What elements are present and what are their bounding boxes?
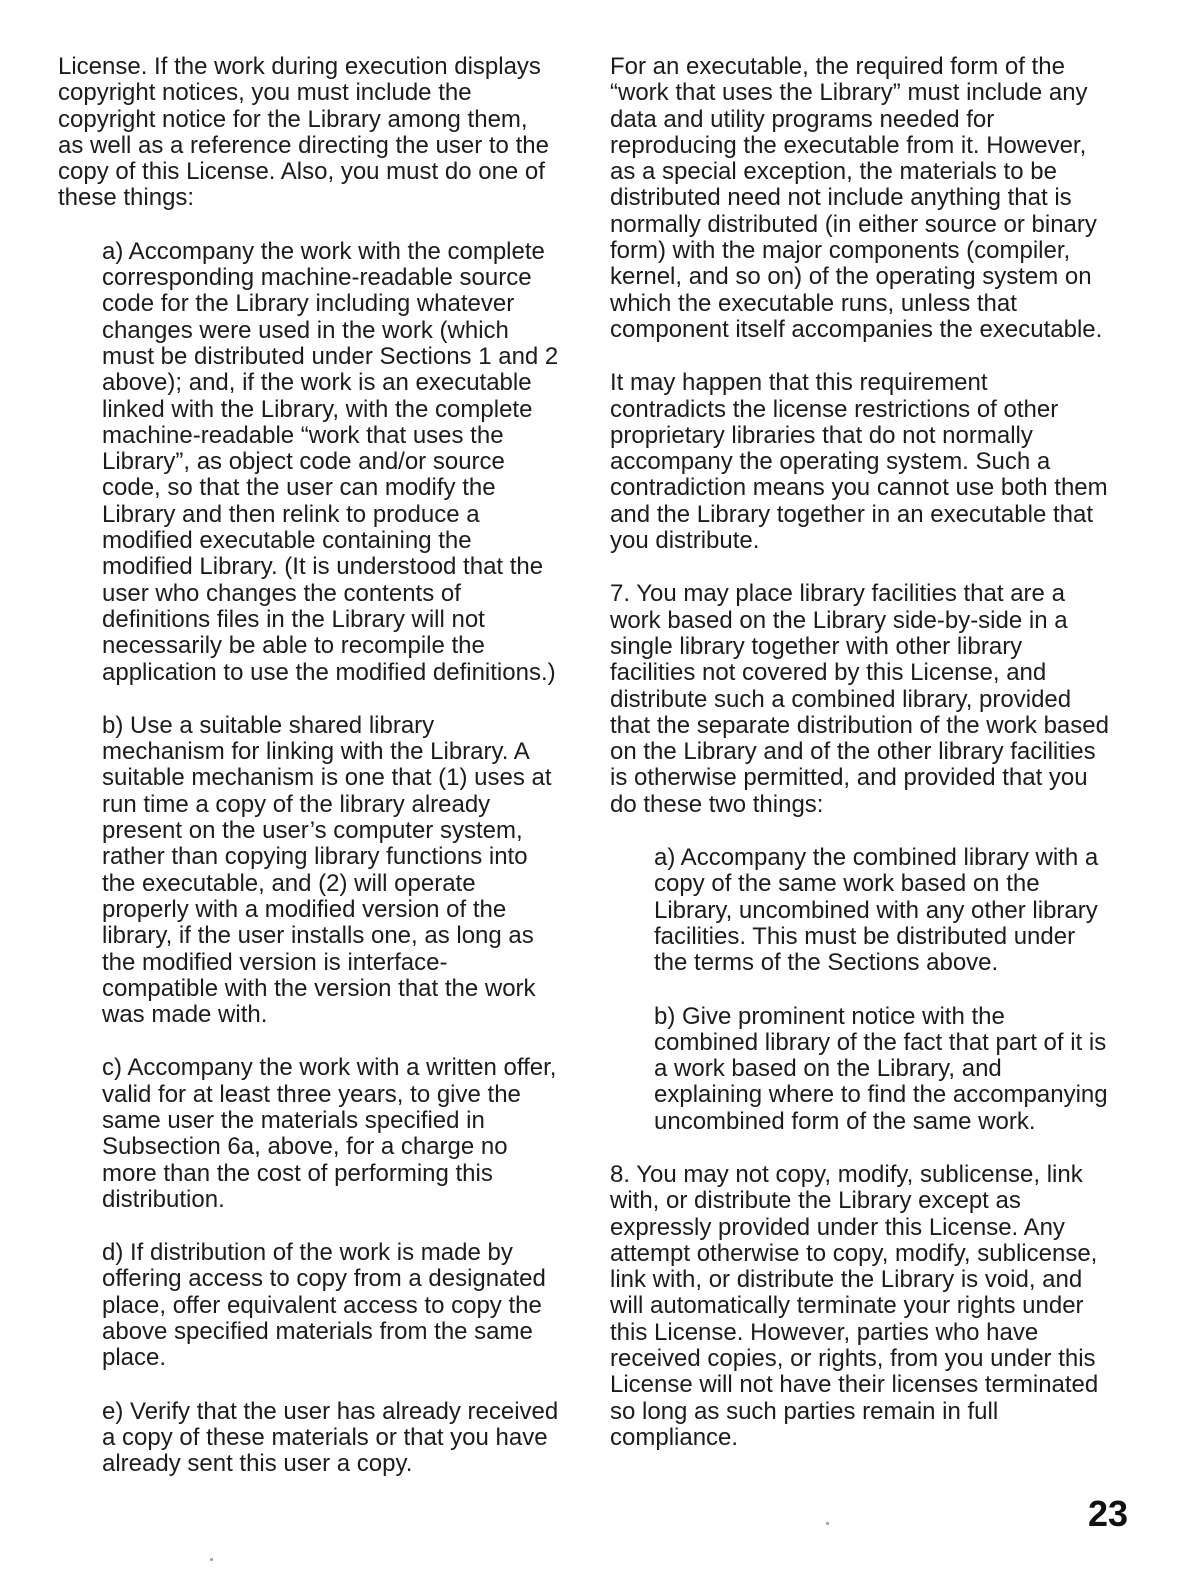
scan-speck (826, 1522, 829, 1525)
text-line: It may happen that this requirement (610, 369, 988, 397)
text-line: component itself accompanies the executable. (610, 315, 1103, 343)
text-line: as a special exception, the materials to be (610, 158, 1057, 186)
text-line: b) Give prominent notice with the (654, 1002, 1005, 1030)
text-line: must be distributed under Sections 1 and 2 (102, 342, 559, 370)
text-line: 8. You may not copy, modify, sublicense, link (610, 1160, 1083, 1188)
text-line: contradiction means you cannot use both them (610, 474, 1108, 502)
text-line: a copy of these materials or that you have (102, 1423, 548, 1451)
text-line: 7. You may place library facilities that are a (610, 580, 1065, 608)
text-line: single library together with other library (610, 632, 1023, 660)
text-line: facilities. This must be distributed under (654, 922, 1076, 950)
right-column (610, 54, 1130, 1478)
text-line: data and utility programs needed for (610, 105, 995, 133)
text-line: compatible with the version that the work (102, 974, 536, 1002)
text-line: on the Library and of the other library facilities (610, 738, 1096, 766)
text-line: a) Accompany the work with the complete (102, 237, 545, 265)
scan-speck (210, 1558, 213, 1561)
paragraph (610, 581, 1130, 818)
text-line: this License. However, parties who have (610, 1318, 1039, 1346)
text-line: distribute such a combined library, provided (610, 685, 1072, 713)
text-line: and the Library together in an executable that (610, 500, 1093, 528)
paragraph (610, 1162, 1130, 1451)
text-line: you distribute. (610, 527, 760, 555)
text-line: properly with a modified version of the (102, 895, 507, 923)
text-line: offering access to copy from a designated (102, 1265, 546, 1293)
text-line: d) If distribution of the work is made by (102, 1239, 513, 1267)
text-line: Library and then relink to produce a (102, 500, 480, 528)
text-line: do these two things: (610, 790, 824, 818)
paragraph (58, 1055, 570, 1213)
text-line: the modified version is interface- (102, 948, 448, 976)
text-line: library, if the user installs one, as long as (102, 922, 534, 950)
text-line: machine-readable “work that uses the (102, 421, 504, 449)
paragraph (610, 370, 1130, 554)
text-line: code, so that the user can modify the (102, 474, 496, 502)
text-line: e) Verify that the user has already received (102, 1397, 559, 1425)
text-line: received copies, or rights, from you under this (610, 1345, 1096, 1373)
text-line: form) with the major components (compiler, (610, 237, 1071, 265)
text-line: distribution. (102, 1185, 225, 1213)
text-line: user who changes the contents of (102, 579, 461, 607)
paragraph (610, 845, 1130, 976)
text-line: which the executable runs, unless that (610, 289, 1017, 317)
text-line: with, or distribute the Library except as (610, 1187, 1021, 1215)
text-line: corresponding machine-readable source (102, 264, 532, 292)
text-line: already sent this user a copy. (102, 1450, 413, 1478)
text-line: explaining where to find the accompanying (654, 1081, 1108, 1109)
text-line: a) Accompany the combined library with a (654, 844, 1099, 872)
text-line: so long as such parties remain in full (610, 1397, 999, 1425)
text-line: will automatically terminate your rights under (610, 1292, 1084, 1320)
text-line: For an executable, the required form of the (610, 53, 1065, 80)
text-line: copyright notices, you must include the (58, 79, 472, 107)
text-line: Library”, as object code and/or source (102, 448, 505, 476)
text-line: the terms of the Sections above. (654, 949, 999, 977)
paragraph (610, 54, 1130, 343)
text-line: c) Accompany the work with a written offer, (102, 1054, 557, 1082)
text-line: normally distributed (in either source or binary (610, 210, 1097, 238)
text-line: as well as a reference directing the user to the (58, 131, 549, 159)
text-line: necessarily be able to recompile the (102, 632, 485, 660)
text-line: definitions files in the Library will not (102, 605, 485, 633)
paragraph (58, 713, 570, 1029)
text-line: changes were used in the work (which (102, 316, 509, 344)
text-line: Library, uncombined with any other library (654, 896, 1098, 924)
text-line: valid for at least three years, to give the (102, 1080, 521, 1108)
text-line: facilities not covered by this License, and (610, 659, 1047, 687)
text-line: attempt otherwise to copy, modify, sublicense, (610, 1239, 1098, 1267)
text-line: mechanism for linking with the Library. A (102, 738, 530, 766)
text-line: was made with. (102, 1001, 268, 1029)
text-line: modified Library. (It is understood that the (102, 553, 544, 581)
text-line: “work that uses the Library” must include any (610, 79, 1088, 107)
text-line: modified executable containing the (102, 527, 472, 555)
text-line: link with, or distribute the Library is void, and (610, 1266, 1083, 1294)
text-line: application to use the modified definitions.) (102, 658, 556, 686)
text-line: b) Use a suitable shared library (102, 711, 435, 739)
text-line: above specified materials from the same (102, 1318, 533, 1346)
paragraph (610, 1004, 1130, 1135)
text-line: present on the user’s computer system, (102, 817, 523, 845)
text-line: a work based on the Library, and (654, 1055, 1002, 1083)
text-line: same user the materials specified in (102, 1106, 485, 1134)
text-line: run time a copy of the library already (102, 790, 491, 818)
text-line: copy of this License. Also, you must do one of (58, 158, 545, 186)
text-line: compliance. (610, 1423, 739, 1451)
text-line: these things: (58, 184, 195, 212)
page-number: 23 (1088, 1493, 1129, 1534)
text-line: copy of the same work based on the (654, 870, 1040, 898)
text-line: combined library of the fact that part of it is (654, 1028, 1107, 1056)
text-line: the executable, and (2) will operate (102, 869, 476, 897)
text-line: code for the Library including whatever (102, 290, 515, 318)
text-line: rather than copying library functions into (102, 843, 528, 871)
text-line: above); and, if the work is an executable (102, 369, 532, 397)
text-line: expressly provided under this License. Any (610, 1213, 1065, 1241)
text-line: accompany the operating system. Such a (610, 448, 1051, 476)
text-line: more than the cost of performing this (102, 1159, 493, 1187)
text-line: uncombined form of the same work. (654, 1107, 1036, 1135)
paragraph (58, 239, 570, 686)
paragraph (58, 1240, 570, 1371)
text-line: place, offer equivalent access to copy the (102, 1291, 542, 1319)
text-line: distributed need not include anything that is (610, 184, 1072, 212)
text-line: License. If the work during execution displays (58, 53, 541, 80)
text-line: reproducing the executable from it. However, (610, 131, 1087, 159)
text-line: place. (102, 1344, 167, 1372)
text-line: copyright notice for the Library among them, (58, 105, 528, 133)
text-line: License will not have their licenses terminated (610, 1371, 1099, 1399)
text-line: kernel, and so on) of the operating system on (610, 263, 1092, 291)
text-line: is otherwise permitted, and provided that you (610, 764, 1088, 792)
paragraph (58, 1399, 570, 1478)
text-line: work based on the Library side-by-side in a (610, 606, 1068, 634)
text-line: Subsection 6a, above, for a charge no (102, 1133, 508, 1161)
left-column (58, 54, 570, 1505)
text-line: contradicts the license restrictions of other (610, 395, 1059, 423)
text-line: that the separate distribution of the work based (610, 711, 1109, 739)
text-line: linked with the Library, with the complete (102, 395, 533, 423)
text-line: suitable mechanism is one that (1) uses at (102, 764, 552, 792)
text-line: proprietary libraries that do not normally (610, 421, 1033, 449)
paragraph (58, 54, 570, 212)
